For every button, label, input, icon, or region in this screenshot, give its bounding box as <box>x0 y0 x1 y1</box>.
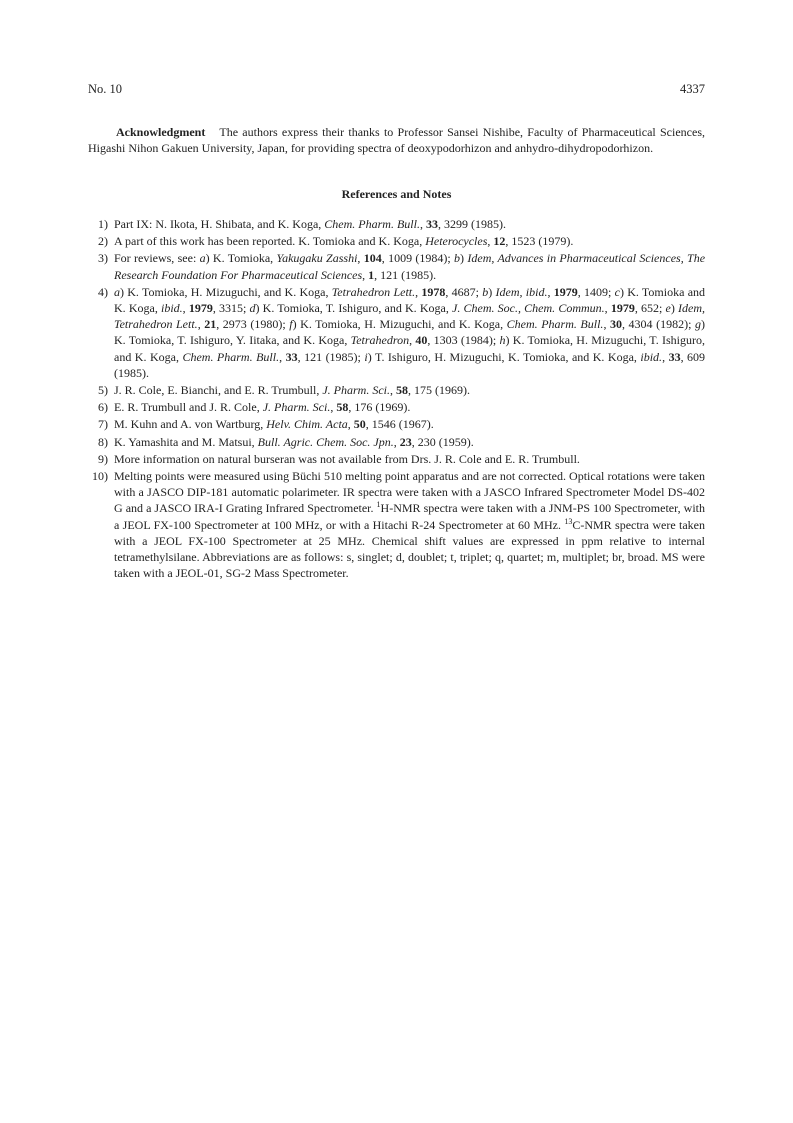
reference-item <box>88 284 705 381</box>
reference-segment: Part IX: N. Ikota, H. Shibata, and K. Koga, <box>114 217 325 231</box>
reference-number: 8) <box>98 434 108 449</box>
reference-segment: , <box>330 400 337 415</box>
reference-segment: 21 <box>204 317 217 332</box>
reference-text <box>114 434 705 450</box>
reference-segment: , <box>390 383 396 398</box>
reference-segment: , <box>197 317 205 332</box>
reference-text <box>114 382 705 398</box>
reference-segment: , 652; <box>634 301 666 316</box>
reference-item <box>88 434 705 450</box>
reference-text <box>114 468 705 581</box>
reference-segment: , 4687; <box>445 284 483 299</box>
reference-item <box>88 382 705 398</box>
reference-segment: Yakugaku Zasshi <box>276 251 358 266</box>
reference-segment: , <box>604 301 611 316</box>
reference-segment: , 4304 (1982); <box>622 317 696 332</box>
reference-segment: 1979 <box>553 284 578 299</box>
reference-number: 6) <box>98 400 108 415</box>
reference-segment: Tetrahedron Lett. <box>331 284 416 299</box>
reference-segment: ) K. Tomioka, T. Ishiguro, and K. Koga, <box>255 301 452 316</box>
reference-item <box>88 416 705 432</box>
reference-segment: ibid. <box>640 349 663 364</box>
reference-segment: Idem, Advances in Pharmaceutical Sciences, The Research Foundation For Pharmaceutical Sciences <box>114 251 706 282</box>
reference-segment: c <box>614 284 620 299</box>
reference-number: 10) <box>92 469 108 484</box>
reference-segment: a <box>199 251 206 266</box>
reference-text <box>114 399 705 415</box>
reference-segment: , <box>409 333 416 348</box>
reference-segment: 33 <box>285 349 298 364</box>
page-header <box>88 82 705 98</box>
reference-segment: 104 <box>363 251 382 266</box>
reference-number: 5) <box>98 383 108 398</box>
reference-segment: , <box>603 317 610 332</box>
reference-segment: J. Chem. Soc., Chem. Commun. <box>452 301 605 316</box>
reference-segment: , 1009 (1984); <box>381 251 455 266</box>
reference-text <box>114 233 705 249</box>
reference-segment: Melting points were measured using Büchi 510 melting point apparatus and are not corrected. Optical rotations were taken with a JASCO DIP-181 automatic polarimeter. IR spectra were taken with a JASCO Infrared Spectrometer Model DS-402 G and a JASCO IRA-I Grating Infrared Spectrometer. <box>114 469 705 516</box>
reference-segment: , 176 (1969). <box>348 400 411 415</box>
reference-segment: b <box>454 251 461 266</box>
reference-item <box>88 250 705 282</box>
reference-segment: 33 <box>668 349 681 364</box>
reference-segment: ) <box>488 284 496 299</box>
reference-segment: i <box>364 349 368 364</box>
reference-segment: , <box>182 301 189 316</box>
reference-segment: Chem. Pharm. Bull. <box>506 317 604 332</box>
reference-segment: E. R. Trumbull and J. R. Cole, <box>114 400 263 415</box>
reference-segment: , <box>487 234 494 249</box>
reference-segment: f <box>289 317 293 332</box>
reference-segment: More information on natural burseran was not available from Drs. J. R. Cole and E. R. Trumbull. <box>114 451 580 466</box>
reference-number: 2) <box>98 234 108 249</box>
reference-item <box>88 451 705 467</box>
reference-segment: , <box>362 267 369 282</box>
reference-segment: , <box>662 349 669 364</box>
reference-segment: 40 <box>415 333 428 348</box>
page-number: 4337 <box>680 82 705 96</box>
reference-segment: b <box>482 284 489 299</box>
reference-text <box>114 250 705 282</box>
reference-segment: , <box>347 417 354 432</box>
reference-segment: 1 <box>376 500 381 510</box>
reference-segment: , 1303 (1984); <box>427 333 500 348</box>
reference-segment: J. Pharm. Sci. <box>322 383 390 398</box>
reference-segment: 1978 <box>421 284 446 299</box>
reference-segment: a <box>114 284 120 299</box>
reference-segment: , 3315; <box>212 301 250 316</box>
reference-segment: 1 <box>368 267 375 282</box>
reference-segment: Chem. Pharm. Bull. <box>324 217 420 231</box>
reference-segment: Helv. Chim. Acta <box>266 417 348 432</box>
reference-segment: ) K. Tomioka, H. Mizuguchi, and K. Koga, <box>292 317 507 332</box>
reference-segment: Tetrahedron <box>350 333 410 348</box>
reference-segment: Bull. Agric. Chem. Soc. Jpn. <box>257 434 394 449</box>
acknowledgment-text: The authors express their thanks to Professor Sansei Nishibe, Faculty of Pharmaceutical Sciences, Higashi Nihon Gakuen University, Japan, for providing spectra of deoxypodorhizon and anhydro-dihydropodorhizon. <box>88 125 705 155</box>
reference-segment: 58 <box>396 383 408 398</box>
reference-item <box>88 216 705 232</box>
reference-segment: ) K. Tomioka, H. Mizuguchi, T. Ishiguro, and K. Koga, <box>114 333 706 364</box>
reference-segment: 58 <box>336 400 349 415</box>
references-heading: References and Notes <box>341 187 452 201</box>
reference-segment: , <box>415 284 422 299</box>
reference-segment: , <box>279 349 286 364</box>
reference-segment: h <box>499 333 506 348</box>
reference-segment: ) K. Tomioka and K. Koga, <box>114 284 706 316</box>
reference-segment: 23 <box>399 434 412 449</box>
reference-number: 3) <box>98 251 108 266</box>
reference-segment: 30 <box>610 317 622 332</box>
reference-segment: e <box>665 301 671 316</box>
reference-number: 7) <box>98 417 108 432</box>
reference-segment: J. R. Cole, E. Bianchi, and E. R. Trumbull, <box>114 383 323 398</box>
reference-segment: , 121 (1985); <box>297 349 365 364</box>
reference-segment: Idem, ibid. <box>495 284 548 299</box>
reference-segment: 12 <box>493 234 506 249</box>
reference-segment: , <box>393 434 400 449</box>
reference-segment: 13 <box>564 516 573 526</box>
reference-segment: 1979 <box>610 301 635 316</box>
reference-segment: ibid. <box>161 301 183 316</box>
reference-segment: , 1546 (1967). <box>365 417 434 432</box>
reference-number: 4) <box>98 284 108 299</box>
reference-item <box>88 468 705 581</box>
reference-segment: , 1409; <box>577 284 615 299</box>
reference-segment: K. Yamashita and M. Matsui, <box>114 434 258 449</box>
reference-segment: 50 <box>353 417 366 432</box>
reference-segment: ) <box>460 251 468 266</box>
reference-segment: For reviews, see: <box>114 251 200 266</box>
reference-text <box>114 451 705 467</box>
reference-segment: ) <box>670 301 678 316</box>
references-list <box>88 216 705 582</box>
reference-segment: J. Pharm. Sci. <box>262 400 331 415</box>
reference-text <box>114 216 705 232</box>
reference-segment: , <box>419 217 426 231</box>
reference-segment: , 121 (1985). <box>374 267 437 282</box>
reference-segment: ) K. Tomioka, T. Ishiguro, Y. Iitaka, and K. Koga, <box>114 317 706 348</box>
reference-segment: d <box>249 301 256 316</box>
reference-segment: Heterocycles <box>425 234 488 249</box>
reference-segment: ) K. Tomioka, <box>205 251 277 266</box>
acknowledgment-paragraph <box>88 124 705 156</box>
reference-segment: C-NMR spectra were taken with a JEOL FX-100 Spectrometer at 25 MHz. Chemical shift values are expressed in ppm relative to internal tetramethylsilane. Abbreviations are as follows: s, singlet; d, doublet; t, triplet; q, quartet; m, multiplet; br, broad. MS were taken with a JEOL-01, SG-2 Mass Spectrometer. <box>114 517 706 581</box>
acknowledgment-title: Acknowledgment <box>116 125 206 139</box>
reference-segment: g <box>695 317 702 332</box>
reference-segment: 1979 <box>188 301 213 316</box>
reference-segment: , <box>547 284 554 299</box>
reference-segment: , 3299 (1985). <box>437 217 506 231</box>
reference-segment: Chem. Pharm. Bull. <box>182 349 280 364</box>
reference-segment: , 1523 (1979). <box>505 234 574 249</box>
reference-text <box>114 284 705 381</box>
reference-segment: Idem, Tetrahedron Lett. <box>114 301 705 332</box>
reference-segment: ) T. Ishiguro, H. Mizuguchi, K. Tomioka, and K. Koga, <box>367 349 641 364</box>
issue-number: No. 10 <box>88 82 123 96</box>
reference-segment: , 2973 (1980); <box>216 317 290 332</box>
reference-segment: , 230 (1959). <box>411 434 474 449</box>
reference-item <box>88 233 705 249</box>
reference-segment: 33 <box>425 217 438 231</box>
reference-segment: , 175 (1969). <box>408 383 470 398</box>
reference-item <box>88 399 705 415</box>
reference-segment: , 609 (1985). <box>114 349 706 380</box>
reference-text <box>114 416 705 432</box>
reference-segment: ) K. Tomioka, H. Mizuguchi, and K. Koga, <box>120 284 332 299</box>
reference-segment: A part of this work has been reported. K. Tomioka and K. Koga, <box>114 234 426 249</box>
reference-number: 1) <box>98 217 108 231</box>
reference-segment: H-NMR spectra were taken with a JNM-PS 100 Spectrometer, with a JEOL FX-100 Spectrometer at 100 MHz, or with a Hitachi R-24 Spectrometer at 60 MHz. <box>114 501 705 532</box>
reference-segment: M. Kuhn and A. von Wartburg, <box>114 417 267 432</box>
reference-segment: , <box>357 251 364 266</box>
reference-number: 9) <box>98 451 108 466</box>
